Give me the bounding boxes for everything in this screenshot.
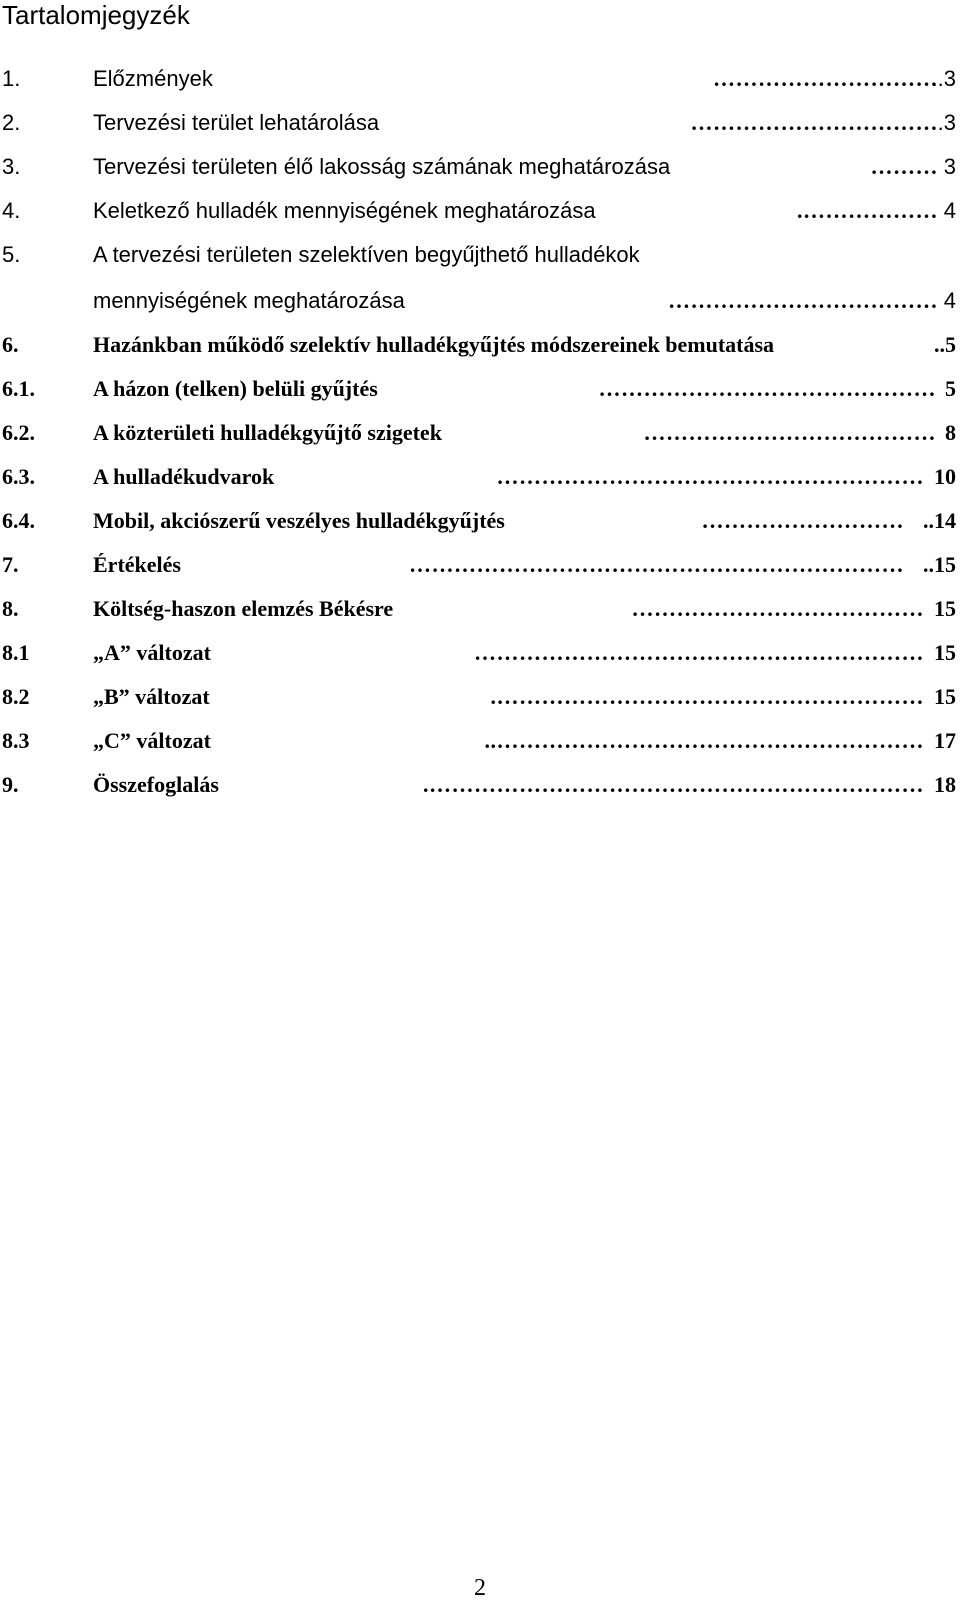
toc-entry-title: „A” változat <box>93 640 211 665</box>
toc-entry-title: Keletkező hulladék mennyiségének meghatározása <box>93 198 596 223</box>
toc-entry-number: 7. <box>2 552 19 577</box>
toc-entry-title: Előzmények <box>93 66 213 91</box>
toc-entry-title: Hazánkban működő szelektív hulladékgyűjtés módszereinek bemutatása <box>93 332 775 357</box>
toc-entry-number: 6. <box>2 332 19 357</box>
toc-entry[interactable] <box>0 374 960 404</box>
toc-entry-leader: …………………………………………………. <box>490 684 924 709</box>
toc-entry-leader: …………………………………………………… <box>474 640 924 665</box>
toc-entry-page: ..14 <box>923 508 956 533</box>
toc-entry-title: Értékelés <box>93 552 181 577</box>
toc-entry-number: 6.1. <box>2 376 35 401</box>
toc-entry-leader: ……………………… <box>701 508 904 533</box>
toc-entry[interactable] <box>0 550 960 580</box>
toc-entry[interactable] <box>0 682 960 712</box>
toc-entry-title: „B” változat <box>93 684 210 709</box>
toc-entry[interactable] <box>0 594 960 624</box>
toc-entry-title: A hulladékudvarok <box>93 464 275 489</box>
toc-entry-title: Mobil, akciószerű veszélyes hulladékgyűjtés <box>93 508 505 533</box>
toc-entry-page: 5 <box>945 376 956 401</box>
toc-entry-title: Tervezési területen élő lakosság számának meghatározása <box>93 154 671 179</box>
toc-entry-number: 8.1 <box>2 640 30 665</box>
toc-entry[interactable] <box>0 418 960 448</box>
toc-entry-title: A tervezési területen szelektíven begyűjthető hulladékok <box>93 242 640 267</box>
toc-entry-leader: ………………. <box>797 198 938 223</box>
toc-entry-title: A házon (telken) belüli gyűjtés <box>93 376 378 401</box>
toc-entry-number: 1. <box>2 66 21 91</box>
toc-entry-leader: ………………………… <box>713 66 938 91</box>
toc-entry-page: ..5 <box>934 332 956 357</box>
toc-entry-page: .3 <box>937 110 956 135</box>
toc-entry-page: 10 <box>934 464 956 489</box>
toc-entry-title: Összefoglalás <box>93 772 219 797</box>
toc-entry[interactable] <box>0 240 960 270</box>
toc-entry-leader: ……………………………… <box>668 288 938 313</box>
toc-entry[interactable] <box>0 286 960 316</box>
toc-entry-leader: ……… <box>870 154 938 179</box>
toc-entry-leader: ………………………………… <box>643 420 936 445</box>
toc-entry-page: 15 <box>934 684 956 709</box>
toc-entry-title: Költség-haszon elemzés Békésre <box>93 596 394 621</box>
toc-entry-page: 17 <box>934 728 956 753</box>
toc-entry-number: 3. <box>2 154 21 179</box>
toc-entry[interactable] <box>0 108 960 138</box>
toc-entry-page: 4 <box>943 198 956 223</box>
toc-entry-leader: …………………………… <box>690 110 938 135</box>
toc-entry[interactable] <box>0 726 960 756</box>
toc-entry-number: 8.2 <box>2 684 30 709</box>
toc-entry-number: 8.3 <box>2 728 30 753</box>
toc-entry-number: 6.3. <box>2 464 35 489</box>
toc-entry-title: A közterületi hulladékgyűjtő szigetek <box>93 420 442 445</box>
toc-entry[interactable] <box>0 506 960 536</box>
toc-entry[interactable] <box>0 152 960 182</box>
toc-entry-title: „C” változat <box>93 728 211 753</box>
toc-entry-page: ..15 <box>923 552 956 577</box>
toc-entry-number: 9. <box>2 772 19 797</box>
toc-entry-leader <box>760 240 938 270</box>
toc-entry[interactable] <box>0 196 960 226</box>
toc-entry-number: 8. <box>2 596 19 621</box>
toc-entry-page: 8 <box>945 420 956 445</box>
toc-entry[interactable] <box>0 770 960 800</box>
toc-entry[interactable] <box>0 64 960 94</box>
toc-entry-leader: ………………………………… <box>631 596 924 621</box>
toc-entry-page: 15 <box>934 596 956 621</box>
toc-entry-leader: ………………………………………………… <box>496 464 924 489</box>
toc-entry[interactable] <box>0 330 960 360</box>
toc-entry-page: 3 <box>943 154 956 179</box>
toc-entry-page: 18 <box>934 772 956 797</box>
toc-entry[interactable] <box>0 638 960 668</box>
toc-entry-leader <box>900 330 920 360</box>
toc-entry-title: Tervezési terület lehatárolása <box>93 110 380 135</box>
toc-entry-leader: ………………………………………………….. <box>484 728 924 753</box>
page-number: 2 <box>474 1575 486 1601</box>
page-title: Tartalomjegyzék <box>2 0 190 30</box>
toc-entry-number: 4. <box>2 198 21 223</box>
toc-entry-title: mennyiségének meghatározása <box>93 288 405 313</box>
toc-entry-leader: …………………………………………………………. <box>423 772 924 797</box>
toc-entry-number: 6.2. <box>2 420 35 445</box>
toc-entry-number: 5. <box>2 242 21 267</box>
toc-entry-number: 2. <box>2 110 21 135</box>
toc-entry-page: 15 <box>934 640 956 665</box>
toc-entry-page: 4 <box>943 288 956 313</box>
toc-entry-page: ..3 <box>931 66 956 91</box>
toc-entry-leader: ……………………………………… <box>598 376 936 401</box>
toc-entry[interactable] <box>0 462 960 492</box>
toc-entry-leader: ………………………………………………………… <box>409 552 904 577</box>
toc-entry-number: 6.4. <box>2 508 35 533</box>
